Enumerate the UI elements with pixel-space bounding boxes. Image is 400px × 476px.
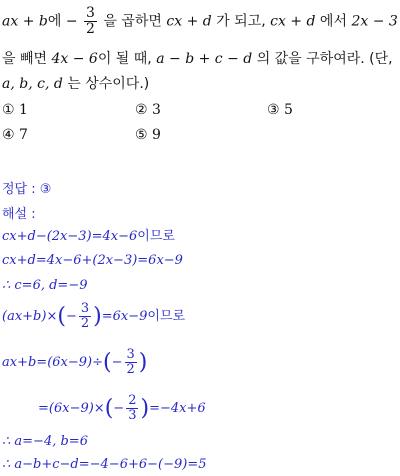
solution-expr: =(6x−9)×	[38, 401, 105, 416]
solution-line-1	[2, 228, 175, 245]
fraction	[126, 394, 138, 423]
choice-value: 9	[152, 127, 161, 143]
solution-text: 이므로	[137, 229, 175, 244]
solution-line-5: ax+b=(6x−9)÷(− $\frac{3}{2}$ )	[2, 347, 148, 377]
fraction-denominator: 2	[80, 316, 90, 331]
fraction-denominator: 2	[86, 21, 95, 37]
solution-expr: ax+b=(6x−9)÷	[2, 355, 103, 370]
solution-line-6: =(6x−9)×(− $\frac{2}{3}$ )=−4x+6	[38, 393, 206, 423]
question-line-2	[2, 50, 393, 68]
question-text: 에 −	[47, 13, 78, 30]
question-text: 을 곱하면	[103, 13, 162, 30]
fraction	[125, 348, 137, 377]
expr-cx-plus-d: cx + d	[270, 13, 316, 30]
question-text: 의 값을 구하여라. (단,	[256, 51, 393, 67]
choice-2[interactable]	[135, 101, 161, 119]
expr-cx-plus-d: cx + d	[166, 13, 212, 30]
solution-line-2	[2, 252, 183, 269]
expr-4x-minus-6: 4x − 6	[51, 51, 98, 67]
choice-5[interactable]	[135, 126, 161, 144]
question-text: 에서	[319, 13, 347, 30]
answer-value: ③	[39, 182, 52, 197]
question-line-1	[2, 6, 398, 37]
fraction-denominator: 2	[126, 362, 135, 377]
fraction-numerator: 3	[80, 301, 90, 316]
solution-text: 이므로	[147, 309, 186, 324]
choice-value: 1	[19, 102, 28, 118]
answer-line	[2, 178, 51, 197]
paren-close: )	[138, 350, 148, 375]
choice-value: 7	[19, 127, 28, 143]
solution-expr: (ax+b)×	[2, 309, 58, 324]
fraction-numerator: 3	[86, 5, 95, 21]
question-text: 을 빼면	[2, 51, 48, 67]
choice-4[interactable]	[2, 126, 28, 144]
question-text: 이 될 때,	[97, 51, 152, 67]
expr-ax-plus-b: ax + b	[2, 13, 48, 30]
solution-line-4: (ax+b)×(− $\frac{3}{2}$ )=6x−9이므로	[2, 301, 186, 331]
paren-open: (	[103, 350, 112, 375]
choice-mark: ①	[2, 102, 15, 118]
question-line-3	[2, 75, 149, 93]
choice-3[interactable]	[267, 101, 293, 119]
solution-expr: =−4x+6	[149, 401, 206, 416]
choice-1[interactable]	[2, 101, 28, 119]
solution-expr: =6x−9	[101, 309, 148, 324]
paren-open: (	[57, 304, 66, 329]
choice-mark: ②	[135, 102, 148, 118]
question-text: 는 상수이다.)	[67, 76, 150, 92]
solution-line-8	[2, 456, 207, 473]
solution-line-7	[2, 433, 88, 450]
fraction-three-halves	[84, 6, 97, 37]
fraction-numerator: 3	[126, 347, 135, 362]
paren-close: )	[140, 396, 150, 421]
solution-expr: ∴ a=−4, b=6	[2, 434, 88, 449]
fraction-numerator: 2	[128, 393, 137, 408]
choice-value: 5	[284, 102, 293, 118]
solution-line-3	[2, 277, 88, 294]
choice-mark: ④	[2, 127, 15, 143]
expr-2x-minus-3: 2x − 3	[351, 13, 398, 30]
solution-expr: ∴ a−b+c−d=−4−6+6−(−9)=5	[2, 457, 207, 472]
constants-list: a, b, c, d	[2, 76, 63, 92]
solution-expr: cx+d=4x−6+(2x−3)=6x−9	[2, 253, 183, 268]
paren-close: )	[93, 304, 102, 329]
fraction	[79, 302, 91, 331]
answer-label: 정답 :	[2, 182, 36, 197]
choice-value: 3	[152, 102, 161, 118]
paren-open: (	[104, 396, 114, 421]
choice-mark: ③	[267, 102, 280, 118]
solution-expr: ∴ c=6, d=−9	[2, 278, 88, 293]
fraction-denominator: 3	[128, 408, 137, 423]
choice-mark: ⑤	[135, 127, 148, 143]
solution-expr: cx+d−(2x−3)=4x−6	[2, 229, 138, 244]
expr-a-b-c-d: a − b + c − d	[156, 51, 253, 67]
question-text: 가 되고,	[216, 13, 266, 30]
explanation-label: 해설 :	[2, 207, 36, 222]
